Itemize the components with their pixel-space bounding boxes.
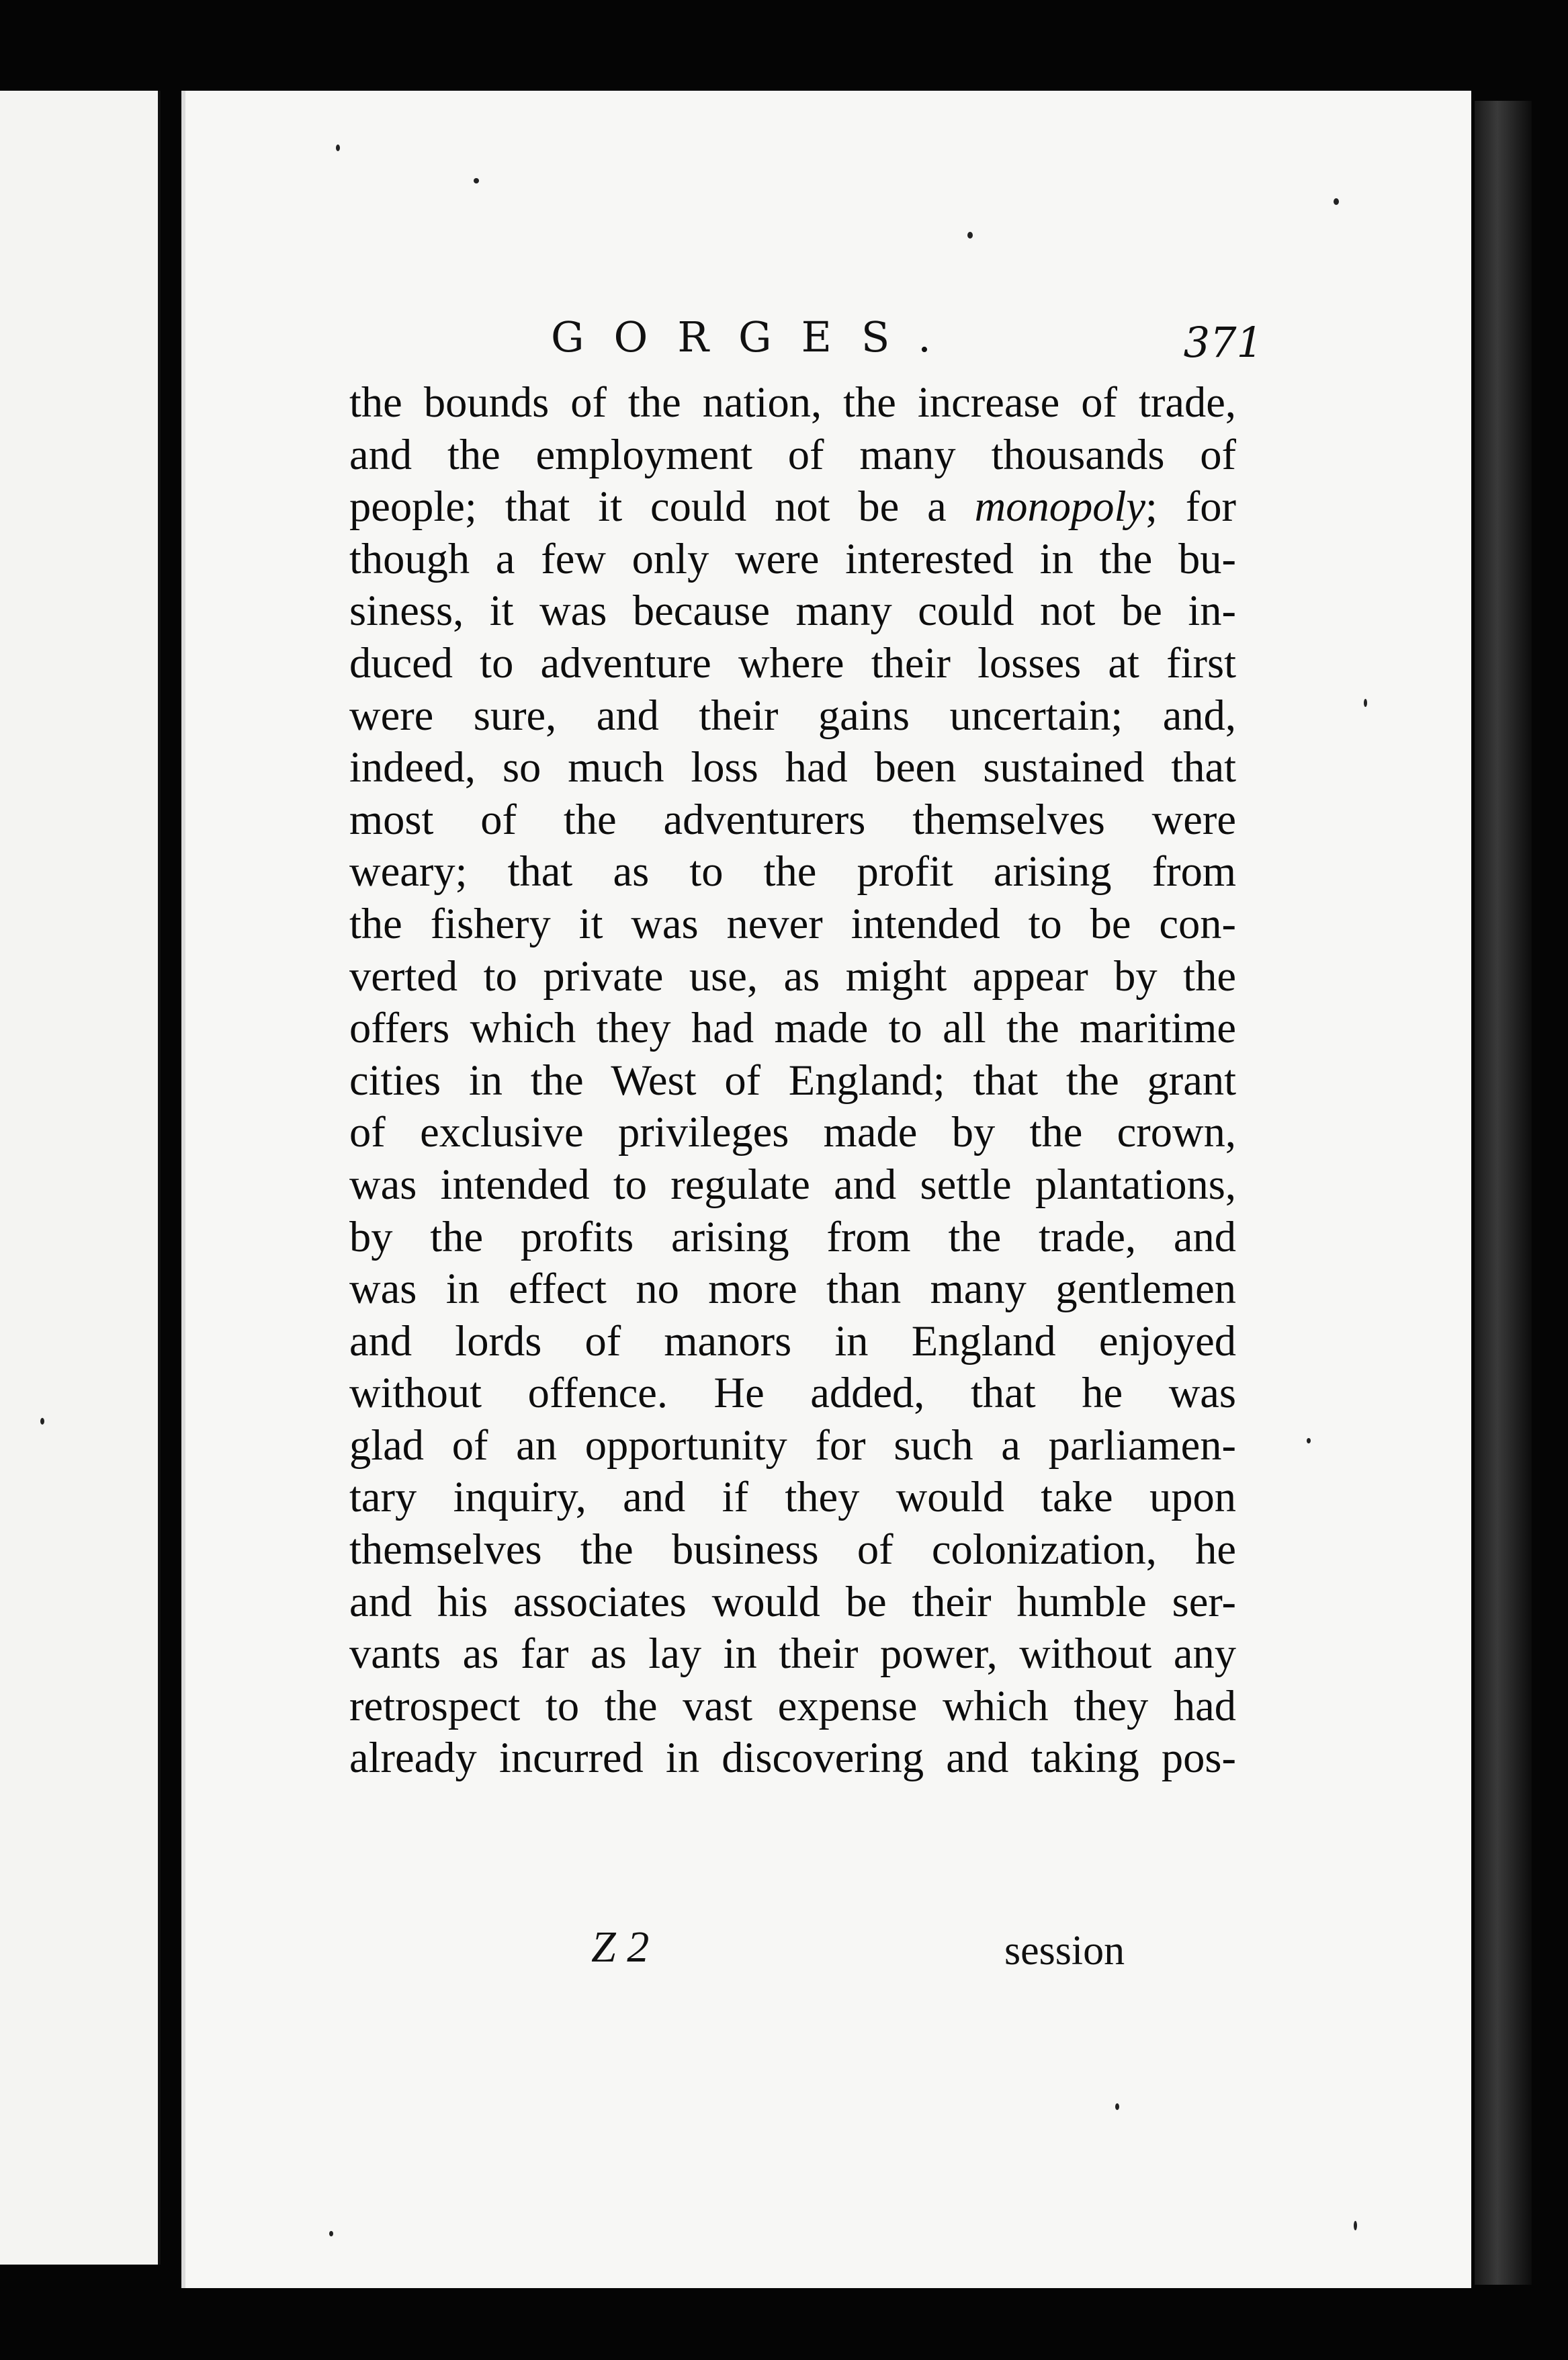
text-line: the bounds of the nation, the increase of trade,: [349, 378, 1236, 426]
running-head: [363, 306, 1263, 373]
text-line: by the profits arising from the trade, and: [349, 1212, 1236, 1261]
text-line: weary; that as to the profit arising from: [349, 847, 1236, 896]
text-line: and the employment of many thousands of: [349, 430, 1236, 478]
scan-speck: [1307, 1438, 1311, 1443]
text-line: were sure, and their gains uncertain; and,: [349, 691, 1236, 739]
text-line: was intended to regulate and settle plantations,: [349, 1160, 1236, 1208]
text-line: without offence. He added, that he was: [349, 1369, 1236, 1417]
text-line: vants as far as lay in their power, without any: [349, 1630, 1236, 1678]
text-line: indeed, so much loss had been sustained that: [349, 743, 1236, 792]
body-text: [349, 376, 1236, 1784]
text-line: was in effect no more than many gentlemen: [349, 1265, 1236, 1313]
text-line: cities in the West of England; that the grant: [349, 1056, 1236, 1104]
scan-speck: [1334, 198, 1339, 205]
text-line: most of the adventurers themselves were: [349, 795, 1236, 843]
text-line-end: ; for: [1145, 482, 1236, 531]
scan-speck: [967, 232, 973, 239]
text-line: glad of an opportunity for such a parliamen-: [349, 1421, 1236, 1469]
signature-mark: Z 2: [591, 1923, 650, 1972]
scan-speck: [40, 1418, 44, 1425]
text-line: the fishery it was never intended to be con-: [349, 899, 1236, 947]
scan-speck: [474, 178, 479, 183]
text-line: and his associates would be their humble ser-: [349, 1577, 1236, 1626]
scan-speck: [1354, 2221, 1357, 2230]
page-binding-edge: [1475, 101, 1532, 2285]
running-title: GORGES.: [551, 312, 961, 362]
scan-speck: [329, 2231, 333, 2236]
text-line: retrospect to the vast expense which they had: [349, 1681, 1236, 1730]
text-line: themselves the business of colonization, he: [349, 1525, 1236, 1574]
italic-word: monopoly: [974, 482, 1146, 531]
text-line: of exclusive privileges made by the crown,: [349, 1108, 1236, 1156]
text-line-start: people; that it could not be a: [349, 482, 947, 531]
text-line: and lords of manors in England enjoyed: [349, 1316, 1236, 1365]
text-line: verted to private use, as might appear by the: [349, 952, 1236, 1000]
text-line: already incurred in discovering and taking pos-: [349, 1734, 1236, 1782]
catchword: session: [1004, 1928, 1125, 1974]
text-line: [349, 480, 1236, 533]
text-line: tary inquiry, and if they would take upon: [349, 1473, 1236, 1521]
text-line: duced to adventure where their losses at first: [349, 638, 1236, 687]
text-line: siness, it was because many could not be in-: [349, 587, 1236, 635]
text-line: offers which they had made to all the maritime: [349, 1004, 1236, 1052]
text-line: though a few only were interested in the bu-: [349, 534, 1236, 583]
scan-speck: [336, 144, 340, 151]
scan-speck: [1115, 2103, 1119, 2110]
scan-speck: [1364, 699, 1367, 707]
left-page-edge: [0, 91, 161, 2265]
page-number: 371: [1183, 318, 1263, 367]
